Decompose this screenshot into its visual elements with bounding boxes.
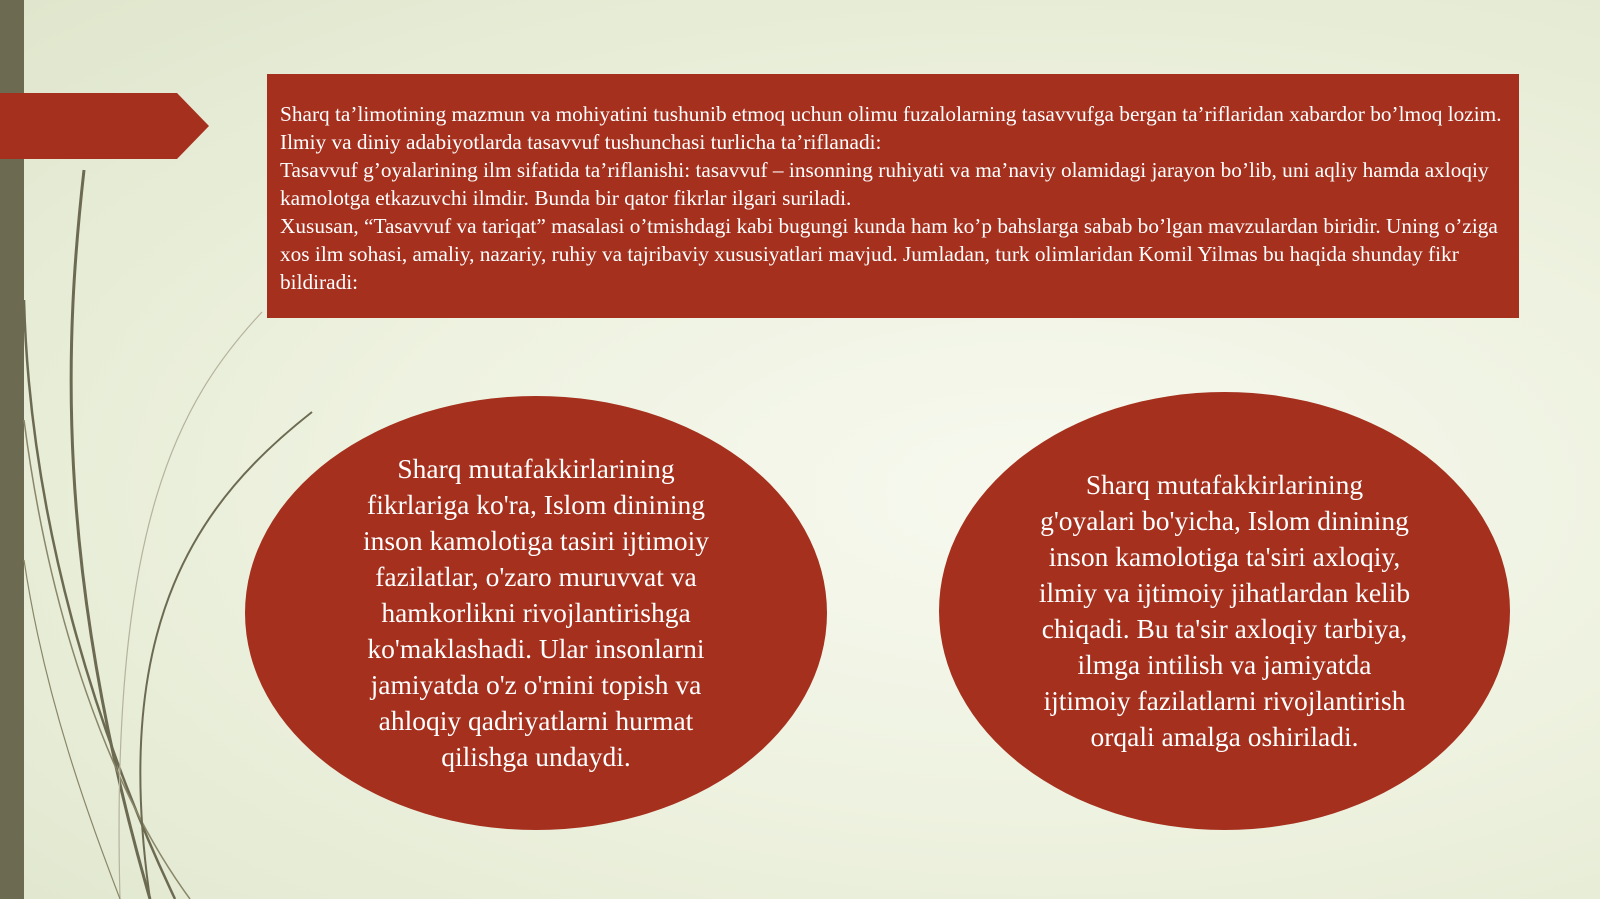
intro-paragraph-2: Tasavvuf g’oyalarining ilm sifatida ta’riflanishi: tasavvuf – insonning ruhiyati va ma’naviy olamidagi jarayon bo’lib, uni aqliy hamda axloqiy kamolotga etkazuvchi ilmdir. Bunda bir qator fikrlar ilgari suriladi. <box>280 158 1489 210</box>
arrow-tab-shape <box>0 93 209 159</box>
intro-paragraph-3: Xususan, “Tasavvuf va tariqat” masalasi o’tmishdagi kabi bugungi kunda ham ko’p bahslarga sabab bo’lgan mavzulardan biridir. Uning o’ziga xos ilm sohasi, amaliy, nazariy, ruhiy va tajribaviy xususiyatlari mavjud. Jumladan, turk olimlaridan Komil Yilmas bu haqida shunday fikr bildiradi: <box>280 214 1498 294</box>
intro-text-box <box>267 74 1519 318</box>
ellipse-left <box>245 396 827 830</box>
ellipse-right-text: Sharq mutafakkirlarining g'oyalari bo'yicha, Islom dinining inson kamolotiga ta'siri axloqiy, ilmiy va ijtimoiy jihatlardan kelib chiqadi. Bu ta'sir axloqiy tarbiya, ilmga intilish va jamiyatda ijtimoiy fazilatlarni rivojlantirish orqali amalga oshiriladi. <box>1038 469 1411 752</box>
ellipse-left-text: Sharq mutafakkirlarining fikrlariga ko'ra, Islom dinining inson kamolotiga tasiri ijtimoiy fazilatlar, o'zaro muruvvat va hamkorlikni rivojlantirishga ko'maklashadi. Ular insonlarni jamiyatda o'z o'rnini topish va ahloqiy qadriyatlarni hurmat qilishga undaydi. <box>362 453 710 772</box>
ellipse-right <box>939 392 1510 830</box>
intro-paragraph-1: Sharq ta’limotining mazmun va mohiyatini tushunib etmoq uchun olimu fuzalolarning tasavvufga bergan ta’riflaridan xabardor bo’lmoq lozim. Ilmiy va diniy adabiyotlarda tasavvuf tushunchasi turlicha ta’riflanadi: <box>280 102 1502 154</box>
